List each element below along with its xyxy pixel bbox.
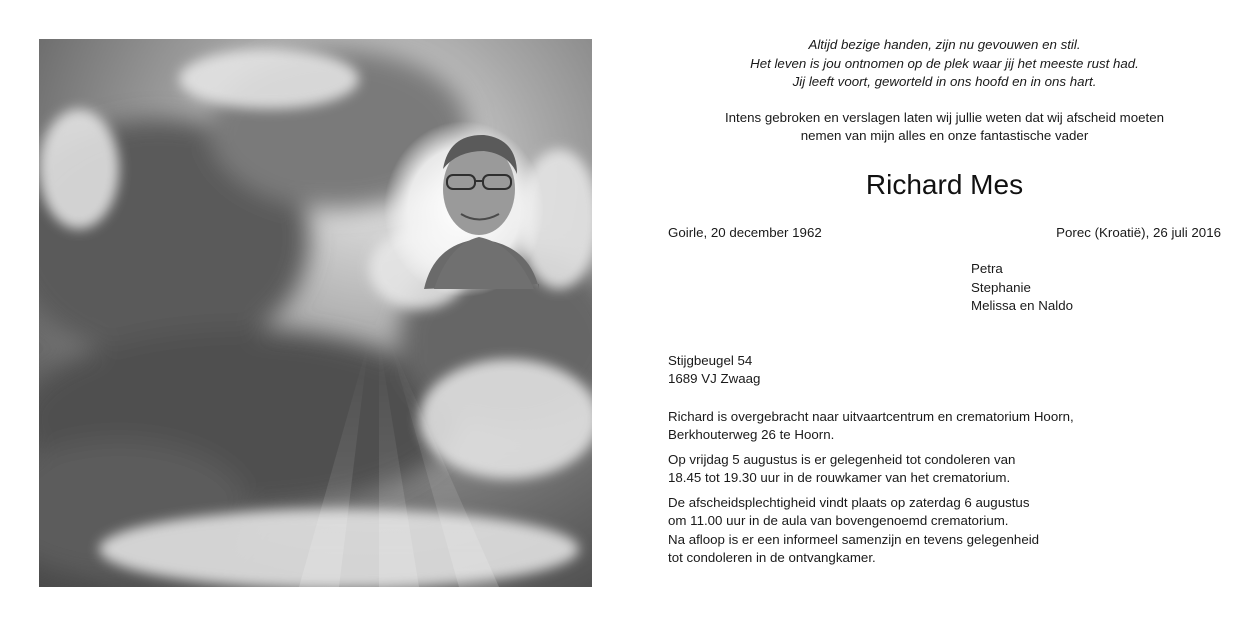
address-line: Stijgbeugel 54 bbox=[668, 352, 753, 368]
poem-line: Het leven is jou ontnomen op de plek waar jij het meeste rust had. bbox=[750, 55, 1139, 71]
funeral-info bbox=[668, 408, 1221, 568]
poem-line: Altijd bezige handen, zijn nu gevouwen en stil. bbox=[808, 37, 1081, 52]
info-line: Na afloop is er een informeel samenzijn en tevens gelegenheid bbox=[668, 531, 1040, 547]
transfer-paragraph bbox=[668, 408, 1221, 445]
clouds-portrait-image bbox=[39, 39, 592, 587]
family-member: Melissa en Naldo bbox=[971, 298, 1073, 313]
obituary-text bbox=[668, 36, 1221, 574]
intro-line: nemen van mijn alles en onze fantastische vader bbox=[800, 128, 1089, 143]
family-member: Petra bbox=[971, 261, 1003, 276]
life-dates bbox=[668, 224, 1221, 243]
clouds-photo bbox=[39, 39, 592, 587]
info-line: Richard is overgebracht naar uitvaartcentrum en crematorium Hoorn, bbox=[668, 408, 1074, 424]
deceased-name: Richard Mes bbox=[865, 168, 1024, 200]
info-line: om 11.00 uur in de aula van bovengenoemd crematorium. bbox=[668, 513, 1009, 528]
info-line: De afscheidsplechtigheid vindt plaats op zaterdag 6 augustus bbox=[668, 494, 1030, 510]
condolence-paragraph bbox=[668, 451, 1221, 488]
info-line: tot condoleren in de ontvangkamer. bbox=[668, 550, 876, 565]
poem-line: Jij leeft voort, geworteld in ons hoofd en in ons hart. bbox=[792, 74, 1097, 89]
announcement-intro bbox=[668, 109, 1221, 146]
info-line: 18.45 tot 19.30 uur in de rouwkamer van het crematorium. bbox=[668, 470, 1011, 485]
death-place-date: Porec (Kroatië), 26 juli 2016 bbox=[1056, 224, 1221, 240]
info-line: Op vrijdag 5 augustus is er gelegenheid tot condoleren van bbox=[668, 451, 1016, 467]
intro-line: Intens gebroken en verslagen laten wij jullie weten dat wij afscheid moeten bbox=[724, 109, 1165, 125]
family-member: Stephanie bbox=[971, 279, 1031, 295]
ceremony-paragraph bbox=[668, 494, 1221, 568]
address-line: 1689 VJ Zwaag bbox=[668, 371, 761, 386]
poem bbox=[668, 36, 1221, 92]
info-line: Berkhouterweg 26 te Hoorn. bbox=[668, 427, 835, 442]
family-list bbox=[971, 260, 1221, 316]
correspondence-address bbox=[668, 352, 1221, 389]
birth-place-date: Goirle, 20 december 1962 bbox=[668, 224, 822, 240]
